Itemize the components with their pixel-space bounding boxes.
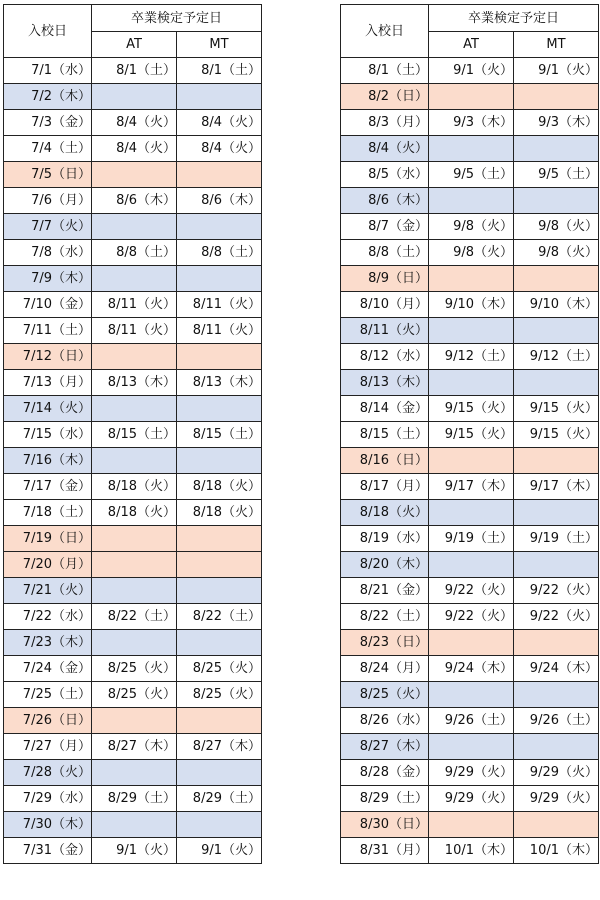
at-date-cell: 9/8（火） — [429, 214, 514, 240]
mt-date-cell — [177, 630, 262, 656]
at-date-cell — [92, 214, 177, 240]
entry-date-cell: 8/6（木） — [341, 188, 429, 214]
table-row — [341, 604, 599, 630]
at-date-cell: 8/8（土） — [92, 240, 177, 266]
mt-date-cell: 9/15（火） — [514, 396, 599, 422]
at-date-cell — [429, 500, 514, 526]
entry-date-cell: 7/21（火） — [4, 578, 92, 604]
mt-date-cell — [514, 266, 599, 292]
entry-date-cell: 8/22（土） — [341, 604, 429, 630]
mt-date-cell — [177, 552, 262, 578]
mt-date-cell: 8/25（火） — [177, 682, 262, 708]
table-row — [4, 396, 262, 422]
entry-date-cell: 8/31（月） — [341, 838, 429, 864]
entry-date-cell: 7/23（木） — [4, 630, 92, 656]
table-row — [341, 526, 599, 552]
mt-date-cell: 9/12（土） — [514, 344, 599, 370]
entry-date-cell: 8/28（金） — [341, 760, 429, 786]
table-row — [4, 500, 262, 526]
at-date-cell: 9/19（土） — [429, 526, 514, 552]
mt-date-cell: 9/1（火） — [514, 58, 599, 84]
entry-date-cell: 7/18（土） — [4, 500, 92, 526]
table-row — [4, 188, 262, 214]
entry-date-cell: 7/6（月） — [4, 188, 92, 214]
at-date-cell: 9/1（火） — [429, 58, 514, 84]
at-date-cell: 8/29（土） — [92, 786, 177, 812]
table-row — [341, 344, 599, 370]
mt-date-cell — [177, 708, 262, 734]
header-graduation-date: 卒業検定予定日 — [92, 5, 262, 32]
entry-date-cell: 8/29（土） — [341, 786, 429, 812]
at-date-cell: 9/29（火） — [429, 760, 514, 786]
table-row — [341, 370, 599, 396]
schedule-table-july — [3, 4, 262, 864]
table-row — [4, 370, 262, 396]
mt-date-cell: 8/1（土） — [177, 58, 262, 84]
mt-date-cell — [177, 84, 262, 110]
at-date-cell: 8/22（土） — [92, 604, 177, 630]
at-date-cell: 9/24（木） — [429, 656, 514, 682]
entry-date-cell: 8/27（木） — [341, 734, 429, 760]
table-row — [4, 682, 262, 708]
at-date-cell: 8/11（火） — [92, 292, 177, 318]
at-date-cell: 8/4（火） — [92, 110, 177, 136]
entry-date-cell: 7/5（日） — [4, 162, 92, 188]
table-row — [4, 838, 262, 864]
entry-date-cell: 7/28（火） — [4, 760, 92, 786]
mt-date-cell — [177, 526, 262, 552]
entry-date-cell: 8/18（火） — [341, 500, 429, 526]
mt-date-cell — [514, 84, 599, 110]
entry-date-cell: 7/29（水） — [4, 786, 92, 812]
mt-date-cell: 8/25（火） — [177, 656, 262, 682]
entry-date-cell: 7/1（水） — [4, 58, 92, 84]
at-date-cell: 9/17（木） — [429, 474, 514, 500]
mt-date-cell — [177, 266, 262, 292]
at-date-cell — [92, 552, 177, 578]
mt-date-cell — [177, 344, 262, 370]
mt-date-cell — [514, 318, 599, 344]
mt-date-cell — [514, 188, 599, 214]
at-date-cell — [92, 630, 177, 656]
table-row — [341, 58, 599, 84]
at-date-cell — [429, 266, 514, 292]
at-date-cell: 9/15（火） — [429, 396, 514, 422]
table-row — [341, 110, 599, 136]
at-date-cell: 9/10（木） — [429, 292, 514, 318]
entry-date-cell: 7/14（火） — [4, 396, 92, 422]
schedule-body-july — [4, 58, 262, 864]
table-row — [341, 786, 599, 812]
at-date-cell: 8/1（土） — [92, 58, 177, 84]
entry-date-cell: 8/25（火） — [341, 682, 429, 708]
table-row — [341, 318, 599, 344]
mt-date-cell: 8/18（火） — [177, 500, 262, 526]
table-row — [4, 266, 262, 292]
table-row — [4, 552, 262, 578]
entry-date-cell: 8/12（水） — [341, 344, 429, 370]
at-date-cell: 9/22（火） — [429, 604, 514, 630]
at-date-cell: 8/13（木） — [92, 370, 177, 396]
entry-date-cell: 7/27（月） — [4, 734, 92, 760]
entry-date-cell: 8/7（金） — [341, 214, 429, 240]
table-row — [4, 474, 262, 500]
table-row — [4, 526, 262, 552]
mt-date-cell — [177, 214, 262, 240]
table-row — [341, 266, 599, 292]
table-row — [341, 578, 599, 604]
table-row — [4, 136, 262, 162]
at-date-cell: 8/25（火） — [92, 682, 177, 708]
table-row — [341, 448, 599, 474]
entry-date-cell: 7/25（土） — [4, 682, 92, 708]
entry-date-cell: 8/20（木） — [341, 552, 429, 578]
header-graduation-date: 卒業検定予定日 — [429, 5, 599, 32]
entry-date-cell: 7/11（土） — [4, 318, 92, 344]
at-date-cell — [429, 552, 514, 578]
mt-date-cell — [177, 448, 262, 474]
at-date-cell — [429, 734, 514, 760]
table-row — [4, 318, 262, 344]
schedule-table-august — [340, 4, 599, 864]
mt-date-cell: 8/11（火） — [177, 292, 262, 318]
entry-date-cell: 7/22（水） — [4, 604, 92, 630]
entry-date-cell: 8/8（土） — [341, 240, 429, 266]
entry-date-cell: 8/9（日） — [341, 266, 429, 292]
entry-date-cell: 7/3（金） — [4, 110, 92, 136]
at-date-cell: 9/1（火） — [92, 838, 177, 864]
mt-date-cell — [177, 162, 262, 188]
mt-date-cell: 8/15（土） — [177, 422, 262, 448]
at-date-cell — [92, 448, 177, 474]
entry-date-cell: 8/21（金） — [341, 578, 429, 604]
at-date-cell — [429, 136, 514, 162]
mt-date-cell: 10/1（木） — [514, 838, 599, 864]
mt-date-cell — [514, 370, 599, 396]
mt-date-cell — [177, 396, 262, 422]
entry-date-cell: 7/31（金） — [4, 838, 92, 864]
header-at: AT — [429, 32, 514, 58]
table-row — [341, 214, 599, 240]
table-row — [341, 630, 599, 656]
header-mt: MT — [514, 32, 599, 58]
mt-date-cell — [177, 760, 262, 786]
table-row — [341, 292, 599, 318]
at-date-cell — [92, 266, 177, 292]
entry-date-cell: 8/13（木） — [341, 370, 429, 396]
at-date-cell: 8/11（火） — [92, 318, 177, 344]
entry-date-cell: 8/19（水） — [341, 526, 429, 552]
table-row — [341, 240, 599, 266]
table-row — [341, 656, 599, 682]
entry-date-cell: 7/12（日） — [4, 344, 92, 370]
table-row — [4, 110, 262, 136]
table-row — [4, 630, 262, 656]
mt-date-cell — [514, 812, 599, 838]
at-date-cell — [92, 344, 177, 370]
at-date-cell: 9/8（火） — [429, 240, 514, 266]
entry-date-cell: 8/11（火） — [341, 318, 429, 344]
schedule-body-august — [341, 58, 599, 864]
mt-date-cell: 8/11（火） — [177, 318, 262, 344]
table-row — [4, 812, 262, 838]
entry-date-cell: 7/7（火） — [4, 214, 92, 240]
table-row — [4, 656, 262, 682]
table-row — [341, 500, 599, 526]
table-row — [341, 422, 599, 448]
table-row — [4, 240, 262, 266]
header-at: AT — [92, 32, 177, 58]
mt-date-cell: 9/8（火） — [514, 214, 599, 240]
mt-date-cell: 8/18（火） — [177, 474, 262, 500]
mt-date-cell: 8/4（火） — [177, 136, 262, 162]
at-date-cell — [429, 812, 514, 838]
entry-date-cell: 8/30（日） — [341, 812, 429, 838]
entry-date-cell: 8/23（日） — [341, 630, 429, 656]
entry-date-cell: 7/8（水） — [4, 240, 92, 266]
entry-date-cell: 8/26（水） — [341, 708, 429, 734]
at-date-cell: 8/18（火） — [92, 474, 177, 500]
mt-date-cell — [514, 630, 599, 656]
mt-date-cell: 8/6（木） — [177, 188, 262, 214]
at-date-cell: 9/22（火） — [429, 578, 514, 604]
mt-date-cell: 9/22（火） — [514, 604, 599, 630]
entry-date-cell: 8/24（月） — [341, 656, 429, 682]
mt-date-cell: 9/29（火） — [514, 786, 599, 812]
table-row — [341, 136, 599, 162]
mt-date-cell: 9/19（土） — [514, 526, 599, 552]
at-date-cell — [92, 526, 177, 552]
table-row — [4, 604, 262, 630]
mt-date-cell: 9/22（火） — [514, 578, 599, 604]
entry-date-cell: 8/16（日） — [341, 448, 429, 474]
mt-date-cell: 8/4（火） — [177, 110, 262, 136]
table-row — [4, 344, 262, 370]
at-date-cell — [429, 682, 514, 708]
mt-date-cell: 9/15（火） — [514, 422, 599, 448]
at-date-cell: 8/18（火） — [92, 500, 177, 526]
at-date-cell — [429, 630, 514, 656]
entry-date-cell: 7/9（木） — [4, 266, 92, 292]
entry-date-cell: 8/17（月） — [341, 474, 429, 500]
entry-date-cell: 7/19（日） — [4, 526, 92, 552]
mt-date-cell: 8/8（土） — [177, 240, 262, 266]
mt-date-cell — [177, 812, 262, 838]
at-date-cell: 9/5（土） — [429, 162, 514, 188]
table-row — [4, 292, 262, 318]
entry-date-cell: 8/14（金） — [341, 396, 429, 422]
mt-date-cell: 9/17（木） — [514, 474, 599, 500]
table-row — [4, 84, 262, 110]
entry-date-cell: 7/26（日） — [4, 708, 92, 734]
mt-date-cell: 9/1（火） — [177, 838, 262, 864]
at-date-cell — [92, 396, 177, 422]
at-date-cell — [429, 370, 514, 396]
entry-date-cell: 7/13（月） — [4, 370, 92, 396]
table-row — [341, 708, 599, 734]
table-row — [341, 552, 599, 578]
entry-date-cell: 7/10（金） — [4, 292, 92, 318]
table-row — [4, 708, 262, 734]
mt-date-cell — [514, 682, 599, 708]
entry-date-cell: 7/4（土） — [4, 136, 92, 162]
table-row — [4, 162, 262, 188]
mt-date-cell: 9/26（土） — [514, 708, 599, 734]
entry-date-cell: 8/1（土） — [341, 58, 429, 84]
mt-date-cell — [514, 734, 599, 760]
at-date-cell: 9/12（土） — [429, 344, 514, 370]
mt-date-cell — [514, 136, 599, 162]
at-date-cell: 9/26（土） — [429, 708, 514, 734]
at-date-cell: 10/1（木） — [429, 838, 514, 864]
mt-date-cell — [514, 500, 599, 526]
entry-date-cell: 8/10（月） — [341, 292, 429, 318]
at-date-cell — [92, 84, 177, 110]
entry-date-cell: 8/5（水） — [341, 162, 429, 188]
table-row — [341, 682, 599, 708]
table-row — [341, 812, 599, 838]
at-date-cell: 8/4（火） — [92, 136, 177, 162]
at-date-cell: 9/15（火） — [429, 422, 514, 448]
entry-date-cell: 7/2（木） — [4, 84, 92, 110]
mt-date-cell — [514, 552, 599, 578]
at-date-cell — [92, 812, 177, 838]
header-entry-date: 入校日 — [341, 5, 429, 58]
mt-date-cell: 8/27（木） — [177, 734, 262, 760]
table-row — [341, 734, 599, 760]
table-row — [4, 760, 262, 786]
at-date-cell — [92, 760, 177, 786]
entry-date-cell: 8/2（日） — [341, 84, 429, 110]
table-row — [4, 214, 262, 240]
at-date-cell: 9/29（火） — [429, 786, 514, 812]
mt-date-cell: 9/24（木） — [514, 656, 599, 682]
mt-date-cell: 8/29（土） — [177, 786, 262, 812]
entry-date-cell: 7/16（木） — [4, 448, 92, 474]
entry-date-cell: 7/15（水） — [4, 422, 92, 448]
at-date-cell — [429, 448, 514, 474]
entry-date-cell: 8/4（火） — [341, 136, 429, 162]
mt-date-cell: 8/13（木） — [177, 370, 262, 396]
entry-date-cell: 8/3（月） — [341, 110, 429, 136]
table-row — [341, 838, 599, 864]
mt-date-cell: 9/10（木） — [514, 292, 599, 318]
entry-date-cell: 7/20（月） — [4, 552, 92, 578]
table-row — [341, 760, 599, 786]
table-row — [341, 162, 599, 188]
table-row — [341, 474, 599, 500]
at-date-cell — [92, 578, 177, 604]
at-date-cell — [429, 188, 514, 214]
table-row — [4, 734, 262, 760]
at-date-cell: 8/27（木） — [92, 734, 177, 760]
mt-date-cell: 8/22（土） — [177, 604, 262, 630]
at-date-cell: 8/6（木） — [92, 188, 177, 214]
table-row — [4, 58, 262, 84]
mt-date-cell: 9/3（木） — [514, 110, 599, 136]
table-row — [341, 396, 599, 422]
mt-date-cell: 9/5（土） — [514, 162, 599, 188]
table-row — [341, 188, 599, 214]
table-row — [4, 578, 262, 604]
table-row — [4, 786, 262, 812]
entry-date-cell: 7/17（金） — [4, 474, 92, 500]
mt-date-cell: 9/8（火） — [514, 240, 599, 266]
at-date-cell: 8/25（火） — [92, 656, 177, 682]
at-date-cell — [92, 162, 177, 188]
entry-date-cell: 7/24（金） — [4, 656, 92, 682]
at-date-cell — [92, 708, 177, 734]
at-date-cell — [429, 84, 514, 110]
mt-date-cell — [514, 448, 599, 474]
mt-date-cell — [177, 578, 262, 604]
mt-date-cell: 9/29（火） — [514, 760, 599, 786]
at-date-cell: 8/15（土） — [92, 422, 177, 448]
at-date-cell: 9/3（木） — [429, 110, 514, 136]
header-entry-date: 入校日 — [4, 5, 92, 58]
table-row — [4, 422, 262, 448]
entry-date-cell: 7/30（木） — [4, 812, 92, 838]
table-row — [341, 84, 599, 110]
entry-date-cell: 8/15（土） — [341, 422, 429, 448]
header-mt: MT — [177, 32, 262, 58]
table-row — [4, 448, 262, 474]
at-date-cell — [429, 318, 514, 344]
